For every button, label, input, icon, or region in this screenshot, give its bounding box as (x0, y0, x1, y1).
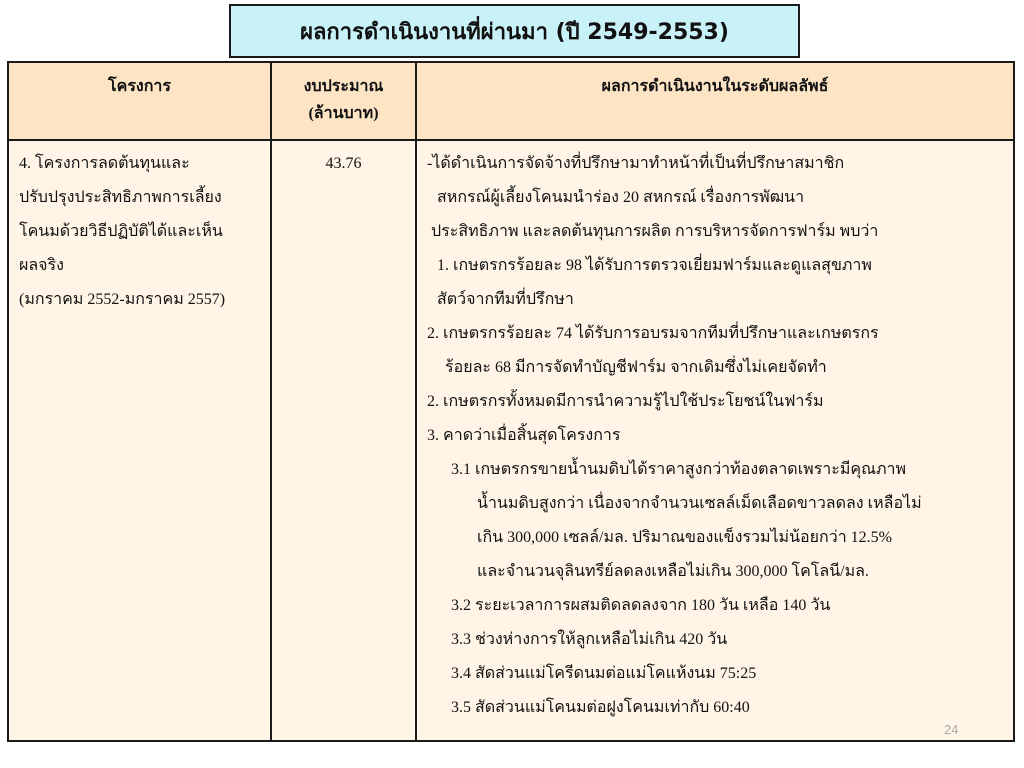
result-line: สหกรณ์ผู้เลี้ยงโคนมนำร่อง 20 สหกรณ์ เรื่องการพัฒนา (437, 189, 805, 206)
result-line: 3.5 สัดส่วนแม่โคนมต่อฝูงโคนมเท่ากับ 60:40 (451, 699, 750, 716)
result-line: 3.4 สัดส่วนแม่โครีดนมต่อแม่โคแห้งนม 75:25 (451, 665, 757, 682)
header-results-label: ผลการดำเนินงานในระดับผลลัพธ์ (601, 78, 829, 95)
header-budget-label: งบประมาณ (303, 78, 384, 95)
title-box (229, 4, 800, 58)
result-line: 3.3 ช่วงห่างการให้ลูกเหลือไม่เกิน 420 วัน (451, 631, 728, 648)
result-line: ร้อยละ 68 มีการจัดทำบัญชีฟาร์ม จากเดิมซึ่งไม่เคยจัดทำ (445, 359, 827, 376)
result-line: 3. คาดว่าเมื่อสิ้นสุดโครงการ (427, 427, 621, 444)
budget-cell (271, 140, 416, 741)
project-line: 4. โครงการลดต้นทุนและ (19, 155, 190, 172)
header-project (8, 62, 271, 140)
project-line: ปรับปรุงประสิทธิภาพการเลี้ยง (19, 189, 222, 206)
result-line: 3.1 เกษตรกรขายน้ำนมดิบได้ราคาสูงกว่าท้องตลาดเพราะมีคุณภาพ (451, 461, 907, 478)
project-cell (8, 140, 271, 741)
result-line: และจำนวนจุลินทรีย์ลดลงเหลือไม่เกิน 300,000 โคโลนี/มล. (477, 563, 869, 580)
results-table (7, 61, 1015, 742)
header-results (416, 62, 1014, 140)
result-line: -ได้ดำเนินการจัดจ้างที่ปรึกษามาทำหน้าที่เป็นที่ปรึกษาสมาชิก (427, 155, 845, 172)
result-line: 3.2 ระยะเวลาการผสมติดลดลงจาก 180 วัน เหลือ 140 วัน (451, 597, 831, 614)
project-line: ผลจริง (19, 257, 64, 274)
table-row (8, 140, 1014, 741)
header-budget-unit: (ล้านบาท) (308, 105, 379, 122)
table-header-row (8, 62, 1014, 140)
result-line: น้ำนมดิบสูงกว่า เนื่องจากจำนวนเซลล์เม็ดเลือดขาวลดลง เหลือไม่ (477, 495, 922, 512)
page-number: 24 (944, 722, 959, 737)
result-line: 1. เกษตรกรร้อยละ 98 ได้รับการตรวจเยี่ยมฟาร์มและดูแลสุขภาพ (437, 257, 872, 274)
result-line: สัตว์จากทีมที่ปรึกษา (437, 291, 574, 308)
budget-value: 43.76 (325, 155, 362, 172)
header-project-label: โครงการ (108, 78, 171, 95)
results-cell (416, 140, 1014, 741)
header-budget (271, 62, 416, 140)
project-period: (มกราคม 2552-มกราคม 2557) (19, 291, 226, 308)
result-line: 2. เกษตรกรทั้งหมดมีการนำความรู้ไปใช้ประโยชน์ในฟาร์ม (427, 393, 824, 410)
result-line: 2. เกษตรกรร้อยละ 74 ได้รับการอบรมจากทีมที่ปรึกษาและเกษตรกร (427, 325, 879, 342)
result-line: ประสิทธิภาพ และลดต้นทุนการผลิต การบริหารจัดการฟาร์ม พบว่า (431, 223, 879, 240)
slide-title: ผลการดำเนินงานที่ผ่านมา (ปี 2549-2553) (300, 19, 729, 45)
project-line: โคนมด้วยวิธีปฏิบัติได้และเห็น (19, 223, 223, 240)
result-line: เกิน 300,000 เซลล์/มล. ปริมาณของแข็งรวมไม่น้อยกว่า 12.5% (477, 529, 892, 546)
